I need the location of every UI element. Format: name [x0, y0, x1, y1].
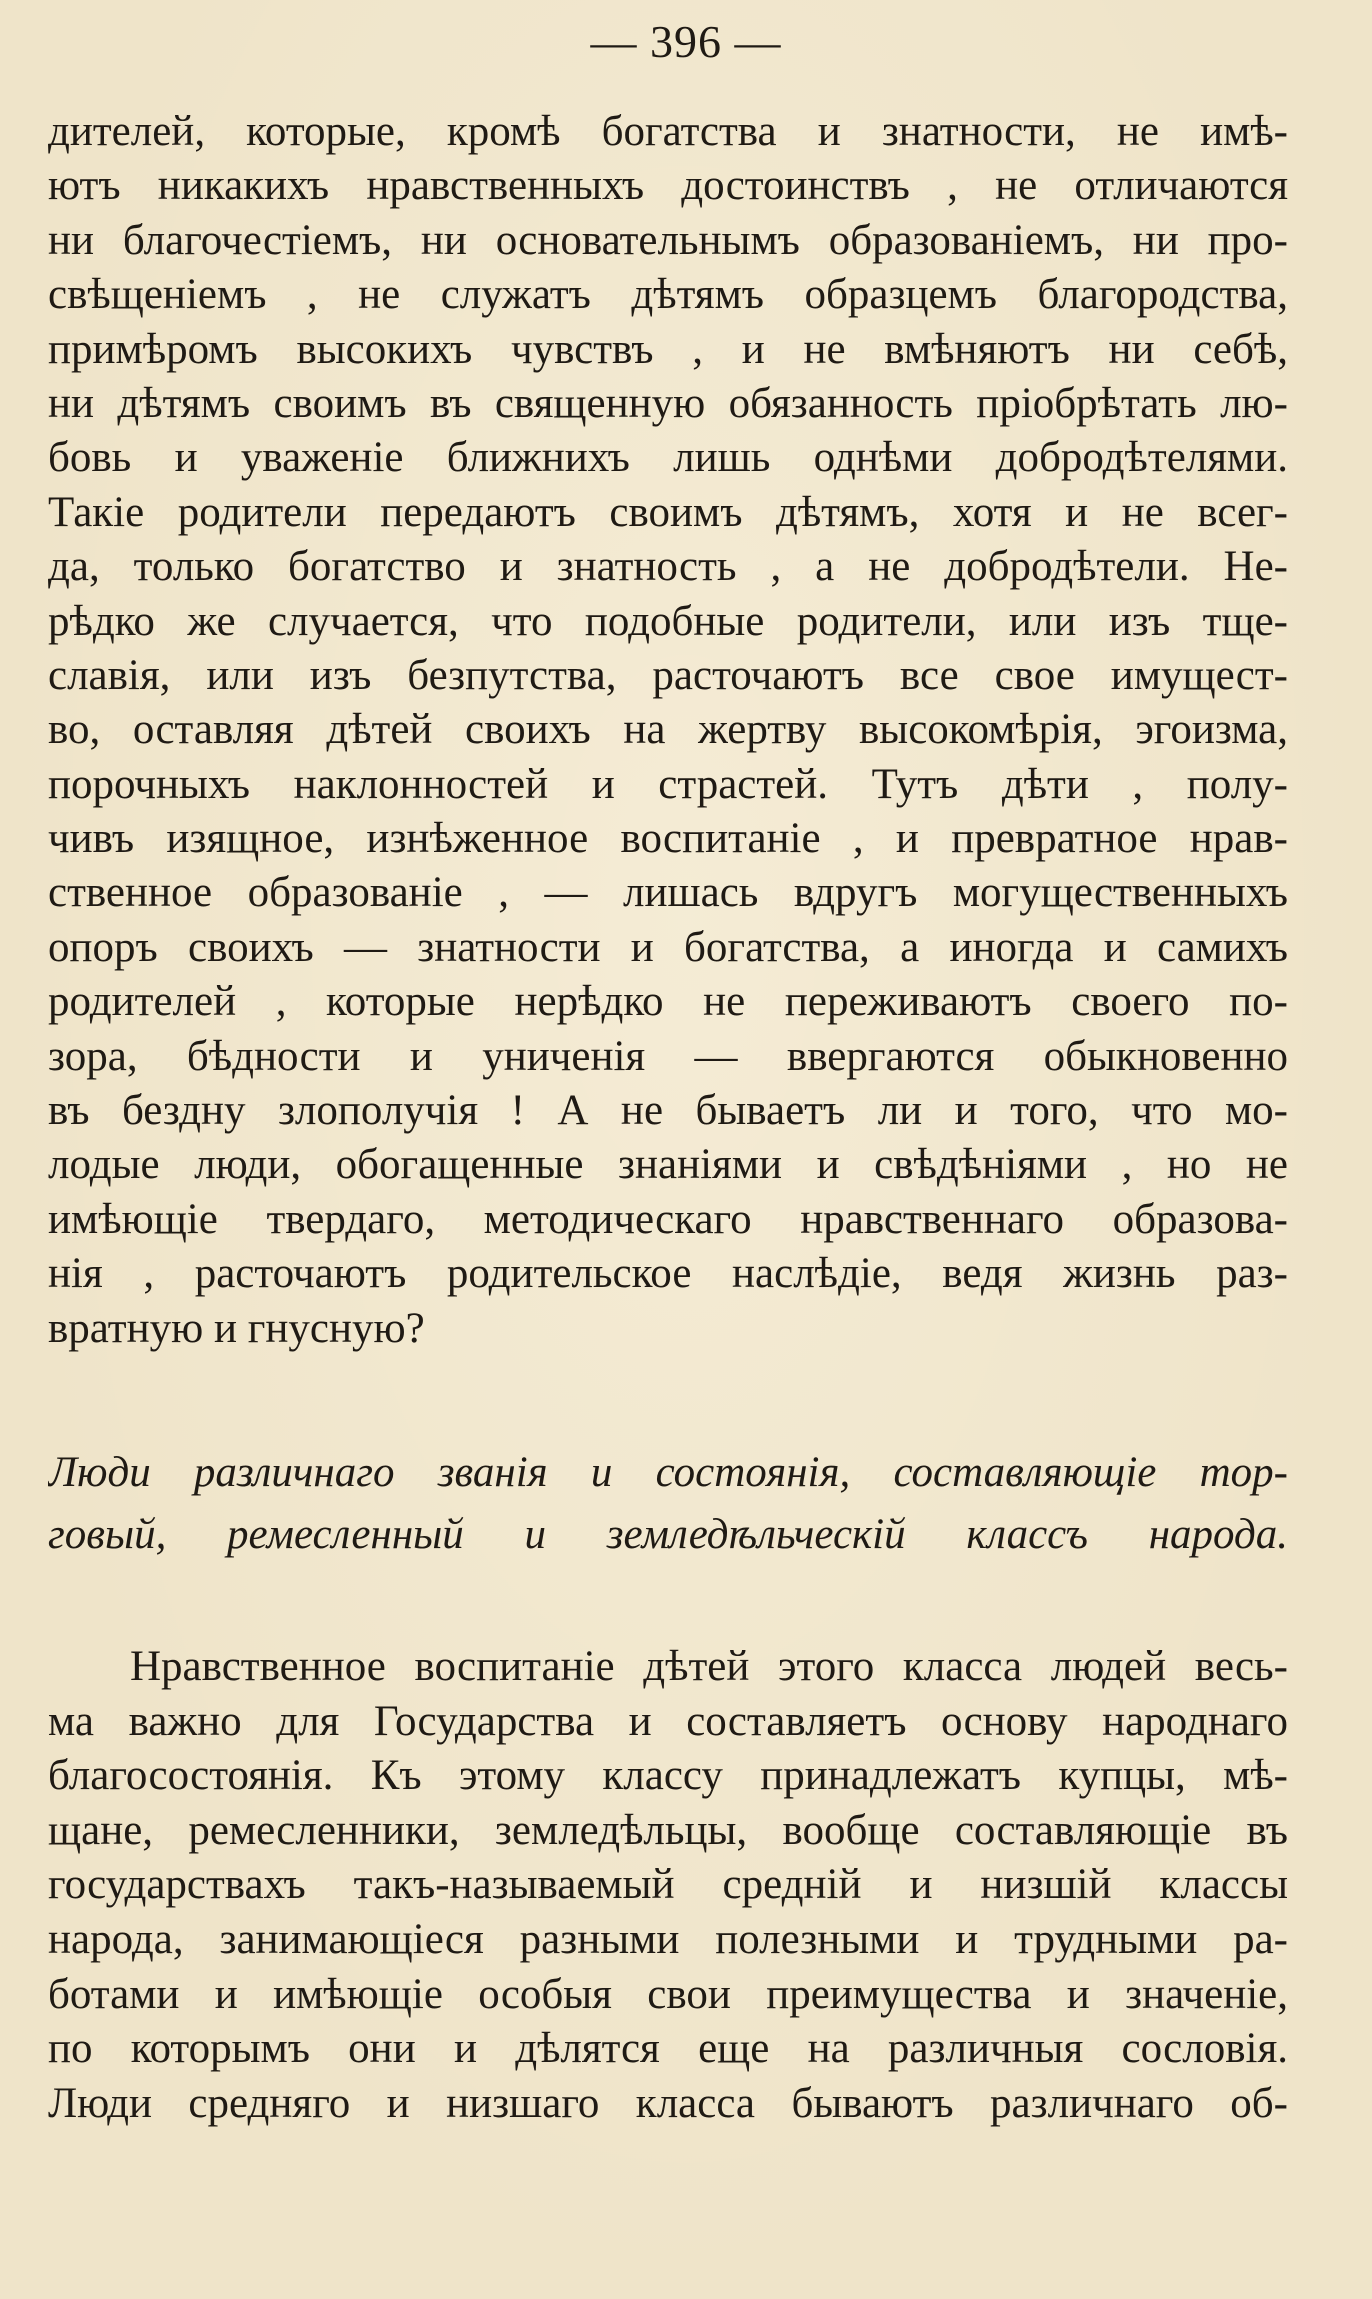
text-line: порочныхъ наклонностей и страстей. Тутъ дѣти , полу- — [48, 760, 1288, 808]
text-line: вратную и гнусную? — [48, 1304, 425, 1352]
paragraph — [48, 1640, 1288, 2131]
text-line: народа, занимающіеся разными полезными и трудными ра- — [48, 1915, 1288, 1963]
text-line: ботами и имѣющіе особыя свои преимущества и значеніе, — [48, 1970, 1288, 2018]
text-line: лодые люди, обогащенные знаніями и свѣдѣніями , но не — [48, 1141, 1288, 1189]
heading-line: Люди различнаго званія и состоянія, составляющіе тор- — [48, 1449, 1288, 1496]
text-line: родителей , которые нерѣдко не переживаютъ своего по- — [48, 978, 1288, 1026]
text-line: государствахъ такъ-называемый средній и низшій классы — [48, 1861, 1288, 1909]
text-line: щане, ремесленники, земледѣльцы, вообще составляющіе въ — [48, 1806, 1288, 1854]
text-line: Нравственное воспитаніе дѣтей этого класса людей весь- — [130, 1643, 1288, 1690]
text-line: Такіе родители передаютъ своимъ дѣтямъ, хотя и не всег- — [48, 488, 1288, 536]
text-line: дителей, которые, кромѣ богатства и знатности, не имѣ- — [48, 108, 1288, 155]
page-number: — 396 — — [590, 16, 782, 67]
text-line: нія , расточаютъ родительское наслѣдіе, ведя жизнь раз- — [48, 1250, 1288, 1298]
text-line: славія, или изъ безпутства, расточаютъ все свое имущест- — [48, 651, 1288, 699]
text-line: ни благочестіемъ, ни основательнымъ образованіемъ, ни про- — [48, 216, 1288, 264]
text-line: благосостоянія. Къ этому классу принадлежатъ купцы, мѣ- — [48, 1752, 1288, 1800]
text-line: свѣщеніемъ , не служатъ дѣтямъ образцемъ благородства, — [48, 271, 1288, 319]
heading-line: говый, ремесленный и земледѣльческій классъ народа. — [48, 1511, 1288, 1558]
text-line: опоръ своихъ — знатности и богатства, а иногда и самихъ — [48, 923, 1288, 971]
text-line: примѣромъ высокихъ чувствъ , и не вмѣняютъ ни себѣ, — [48, 325, 1288, 373]
text-line: ни дѣтямъ своимъ въ священную обязанность пріобрѣтать лю- — [48, 379, 1288, 427]
text-line: ственное образованіе , — лишась вдругъ могущественныхъ — [48, 869, 1288, 917]
text-line: ма важно для Государства и составляетъ основу народнаго — [48, 1697, 1288, 1745]
text-line: бовь и уваженіе ближнихъ лишь однѣми добродѣтелями. — [48, 434, 1288, 482]
text-line: да, только богатство и знатность , а не добродѣтели. Не- — [48, 543, 1288, 591]
section-heading — [48, 1442, 1288, 1566]
text-line: чивъ изящное, изнѣженное воспитаніе , и превратное нрав- — [48, 815, 1288, 863]
text-line: въ бездну злополучія ! А не бываетъ ли и того, что мо- — [48, 1087, 1288, 1135]
text-line: по которымъ они и дѣлятся еще на различныя сословія. — [48, 2025, 1288, 2073]
text-line: Люди средняго и низшаго класса бываютъ различнаго об- — [48, 2079, 1288, 2127]
text-line: зора, бѣдности и униченія — ввергаются обыкновенно — [48, 1032, 1288, 1080]
text-line: рѣдко же случается, что подобные родители, или изъ тще- — [48, 597, 1288, 645]
text-line: имѣющіе твердаго, методическаго нравственнаго образова- — [48, 1195, 1288, 1243]
paragraph-continued — [48, 105, 1288, 1356]
text-line: ютъ никакихъ нравственныхъ достоинствъ , не отличаются — [48, 162, 1288, 210]
text-line: во, оставляя дѣтей своихъ на жертву высокомѣрія, эгоизма, — [48, 706, 1288, 754]
